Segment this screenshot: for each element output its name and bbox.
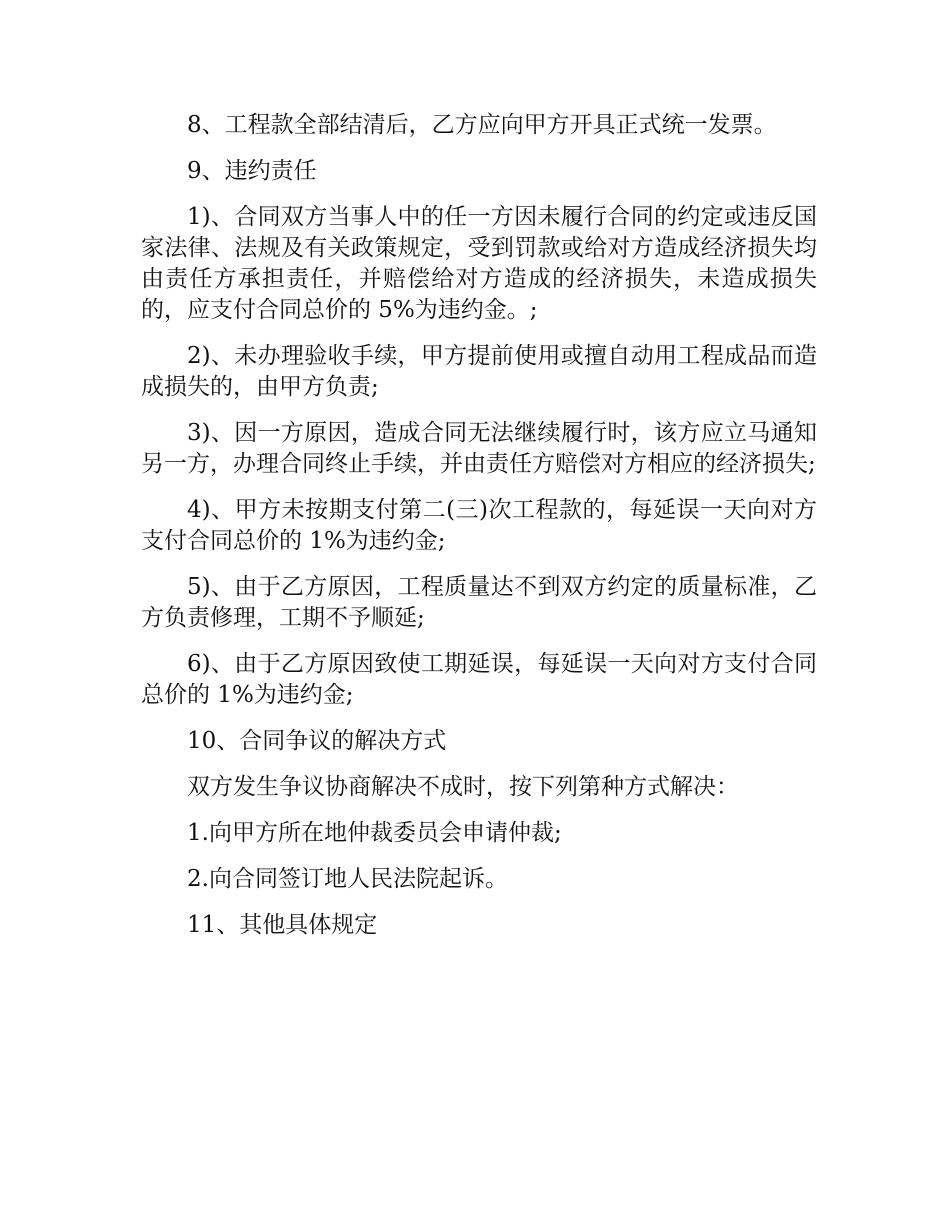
paragraph-dispute-intro: 双方发生争议协商解决不成时，按下列第种方式解决： xyxy=(187,774,739,800)
paragraph-breach-clause-6: 6)、由于乙方原因致使工期延误，每延误一天向对方支付合同总价的 1%为违约金; xyxy=(141,651,817,708)
document-body xyxy=(141,110,817,956)
heading-breach-liability: 9、违约责任 xyxy=(187,158,317,184)
paragraph-payment-invoice: 8、工程款全部结清后，乙方应向甲方开具正式统一发票。 xyxy=(187,112,777,138)
paragraph-dispute-option-2: 2.向合同签订地人民法院起诉。 xyxy=(187,866,508,892)
heading-dispute-resolution: 10、合同争议的解决方式 xyxy=(187,728,447,754)
heading-other-provisions: 11、其他具体规定 xyxy=(187,912,378,938)
paragraph-breach-clause-3: 3)、因一方原因，造成合同无法继续履行时，该方应立马通知另一方，办理合同终止手续，并由责任方赔偿对方相应的经济损失; xyxy=(141,420,817,477)
paragraph-breach-clause-5: 5)、由于乙方原因，工程质量达不到双方约定的质量标准，乙方负责修理，工期不予顺延; xyxy=(141,574,817,631)
paragraph-breach-clause-1: 1)、合同双方当事人中的任一方因未履行合同的约定或违反国家法律、法规及有关政策规定，受到罚款或给对方造成经济损失均由责任方承担责任，并赔偿给对方造成的经济损失，未造成损失的，应支付合同总价的 5%为违约金。; xyxy=(141,204,817,323)
paragraph-breach-clause-2: 2)、未办理验收手续，甲方提前使用或擅自动用工程成品而造成损失的，由甲方负责; xyxy=(141,343,817,400)
paragraph-breach-clause-4: 4)、甲方未按期支付第二(三)次工程款的，每延误一天向对方支付合同总价的 1%为违约金; xyxy=(141,497,817,554)
paragraph-dispute-option-1: 1.向甲方所在地仲裁委员会申请仲裁; xyxy=(187,820,562,846)
